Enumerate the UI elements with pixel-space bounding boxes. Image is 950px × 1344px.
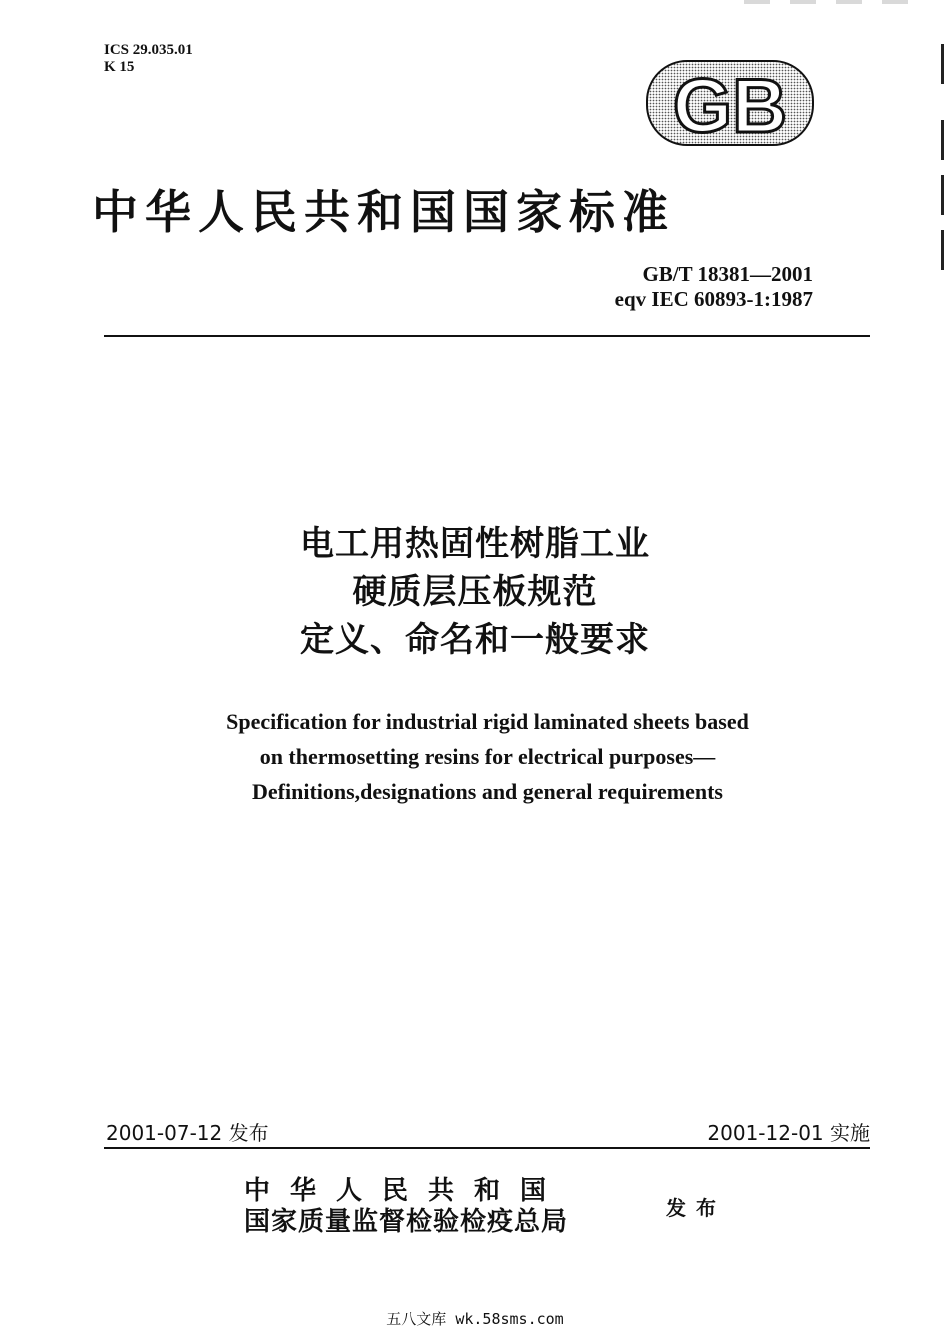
chinese-title-line: 硬质层压板规范 — [352, 572, 598, 612]
gb-logo — [646, 60, 814, 146]
english-title-line: Definitions,designations and general requirements — [252, 779, 723, 804]
publish-label: 发布 — [666, 1196, 726, 1220]
scan-artifact — [882, 0, 908, 4]
english-title-line: on thermosetting resins for electrical purposes— — [259, 744, 716, 769]
chinese-title — [0, 520, 950, 664]
scan-artifact — [941, 230, 944, 270]
divider-top — [104, 335, 870, 337]
standard-number-block — [560, 262, 813, 312]
scan-artifact — [744, 0, 770, 4]
scan-artifact — [790, 0, 816, 4]
classification-codes — [104, 42, 193, 76]
chinese-title-line: 定义、命名和一般要求 — [300, 620, 650, 660]
english-title-line: Specification for industrial rigid laminated sheets based — [226, 709, 749, 734]
chinese-title-line: 电工用热固性树脂工业 — [300, 524, 650, 564]
issue-date: 2001-07-12 发布 — [106, 1121, 269, 1145]
issuer-bureau: 国家质量监督检验检疫总局 — [244, 1207, 569, 1237]
gb-logo-text: GB — [673, 64, 787, 146]
issuer-country: 中华人民共和国 — [244, 1176, 567, 1206]
watermark: 五八文库 wk.58sms.com — [386, 1310, 564, 1328]
english-title — [0, 704, 950, 809]
issuer-block — [244, 1176, 568, 1238]
scan-artifact — [941, 44, 944, 84]
scan-artifact — [941, 120, 944, 160]
effective-date: 2001-12-01 实施 — [707, 1121, 870, 1145]
equivalent-standard: eqv IEC 60893-1:1987 — [614, 287, 813, 311]
scan-artifact — [941, 175, 944, 215]
scan-artifact — [836, 0, 862, 4]
ics-code: ICS 29.035.01 — [104, 42, 193, 58]
divider-bottom — [104, 1147, 870, 1149]
ccs-code: K 15 — [104, 59, 135, 75]
page-title: 中华人民共和国国家标准 — [92, 185, 675, 239]
standard-number: GB/T 18381—2001 — [642, 262, 813, 286]
